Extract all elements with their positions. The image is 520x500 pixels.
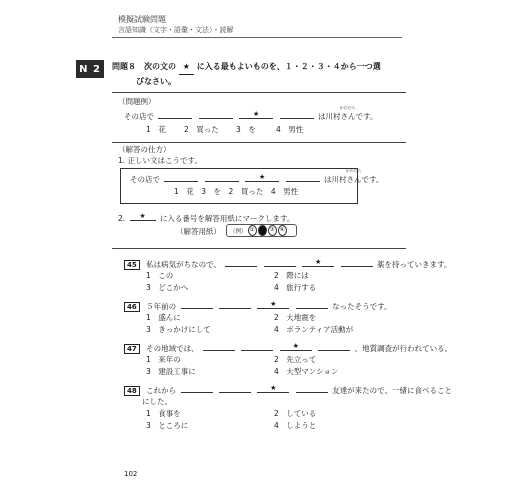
- question-line2: びなさい。: [136, 77, 176, 86]
- correct-order: 1 花 3 を 2 買った 4 男性: [174, 187, 299, 196]
- correct-blank-2: [205, 173, 239, 182]
- answer-blank: [296, 384, 328, 393]
- answer-blank-star: [302, 258, 334, 267]
- howto-step1: 1. 正しい文はこうです。: [118, 156, 202, 165]
- example-option-4: 4 男性: [276, 125, 304, 134]
- answer-sheet-label: （解答用紙）: [176, 227, 221, 236]
- option-2: 2 している: [274, 409, 317, 418]
- answer-blank: [181, 384, 213, 393]
- header-divider: [112, 37, 402, 38]
- correct-blank-1: [164, 173, 198, 182]
- example-option-1: 1 花: [146, 125, 166, 134]
- option-3: 3 建設工事に: [146, 367, 196, 376]
- furigana: かわむら: [339, 105, 356, 110]
- option-1: 1 盛んに: [146, 313, 181, 322]
- option-1: 1 食事を: [146, 409, 181, 418]
- section-divider: [112, 248, 406, 249]
- header-subtitle: 言語知識（文字・語彙・文法）・読解: [118, 26, 234, 34]
- correct-sentence-start: その店で: [130, 175, 160, 184]
- question-47: [124, 342, 452, 354]
- example-option-2: 2 買った: [184, 125, 219, 134]
- star-icon: ★: [270, 384, 277, 392]
- correct-sentence-end: [323, 168, 384, 185]
- option-3: 3 ところに: [146, 421, 189, 430]
- correct-blank-star: [245, 173, 279, 182]
- answer-blank: [241, 342, 273, 351]
- option-4: 4 しようと: [274, 421, 317, 430]
- answer-sheet-sample: [226, 224, 297, 237]
- question-number: 47: [124, 344, 140, 354]
- star-icon: ★: [253, 110, 260, 118]
- option-2: 2 際には: [274, 271, 309, 280]
- question-text-continued: にした。: [142, 397, 172, 406]
- step2-text: に入る番号を解答用紙にマークします。: [159, 214, 295, 223]
- question-instructions: [112, 60, 412, 89]
- sheet-example-label: （例）: [230, 228, 247, 235]
- bubble-2-filled: ●: [258, 225, 267, 236]
- question-text-start: 私は病気がちなので、: [146, 260, 221, 269]
- example-blank-1: [158, 110, 192, 119]
- bubble-3: ③: [268, 225, 277, 236]
- option-3: 3 どこかへ: [146, 283, 189, 292]
- option-2: 2 先立って: [274, 355, 317, 364]
- question-number: 46: [124, 302, 140, 312]
- bubble-4: ④: [278, 225, 287, 236]
- star-icon: ★: [292, 342, 299, 350]
- step2-number: 2.: [118, 214, 126, 223]
- correct-sentence: [130, 168, 384, 185]
- example-option-3: 3 を: [236, 125, 256, 134]
- step2-blank-star: [130, 212, 156, 221]
- correct-blank-4: [286, 173, 320, 182]
- question-suffix: に入る最もよいものを、１・２・３・４から一つ選: [196, 62, 381, 71]
- question-48: [124, 384, 452, 396]
- question-46: [124, 300, 392, 312]
- answer-blank: [219, 384, 251, 393]
- star-icon: ★: [259, 173, 266, 181]
- question-text-end: 薬を持っていきます。: [376, 260, 452, 269]
- bubble-1: ①: [248, 225, 257, 236]
- page-number: 102: [124, 470, 138, 478]
- example-sentence-end: [317, 105, 378, 122]
- question-text-start: その地域では、: [146, 344, 199, 353]
- option-1: 1 来年の: [146, 355, 181, 364]
- example-sentence-end-text: は川村さんです。: [317, 112, 378, 121]
- example-sentence-start: その店で: [124, 112, 154, 121]
- option-4: 4 大型マンション: [274, 367, 339, 376]
- question-number: 48: [124, 386, 140, 396]
- question-text-end: なったそうです。: [332, 302, 392, 311]
- answer-blank: [318, 342, 350, 351]
- example-blank-star: [239, 110, 273, 119]
- question-text-start: これから: [146, 386, 177, 395]
- example-sentence: [124, 105, 378, 122]
- question-text-end: 友達が来たので、一緒に食べること: [332, 386, 452, 395]
- answer-blank-star: [257, 384, 289, 393]
- answer-blank: [203, 342, 235, 351]
- header-title: 模擬試験問題: [118, 15, 166, 24]
- answer-blank: [264, 258, 296, 267]
- example-blank-2: [199, 110, 233, 119]
- answer-blank: [225, 258, 257, 267]
- answer-blank: [181, 300, 213, 309]
- answer-blank: [296, 300, 328, 309]
- answer-blank: [219, 300, 251, 309]
- option-4: 4 ボランティア活動が: [274, 325, 354, 334]
- answer-blank: [341, 258, 373, 267]
- star-icon: ★: [182, 62, 190, 71]
- level-badge: N 2: [76, 60, 104, 78]
- option-1: 1 この: [146, 271, 174, 280]
- answer-blank-star: [280, 342, 312, 351]
- star-icon: ★: [270, 300, 277, 308]
- howto-label: （解答の仕方）: [118, 145, 171, 154]
- question-number: 45: [124, 260, 140, 270]
- correct-sentence-end-text: は川村さんです。: [323, 175, 384, 184]
- question-text-start: ５年前の: [146, 302, 177, 311]
- furigana: かわむら: [345, 168, 362, 173]
- example-blank-4: [280, 110, 314, 119]
- example-label: （問題例）: [118, 97, 156, 106]
- answer-blank-star: [257, 300, 289, 309]
- instruction-star-blank: [179, 60, 194, 75]
- howto-step2: [118, 212, 294, 224]
- question-prefix: 問題８ 次の文の: [112, 62, 176, 71]
- question-text-end: 、地質調査が行われている。: [354, 344, 453, 353]
- star-icon: ★: [139, 212, 146, 220]
- option-2: 2 大地震を: [274, 313, 317, 322]
- star-icon: ★: [315, 258, 322, 266]
- question-45: [124, 258, 451, 270]
- option-4: 4 旅行する: [274, 283, 317, 292]
- option-3: 3 きっかけにして: [146, 325, 211, 334]
